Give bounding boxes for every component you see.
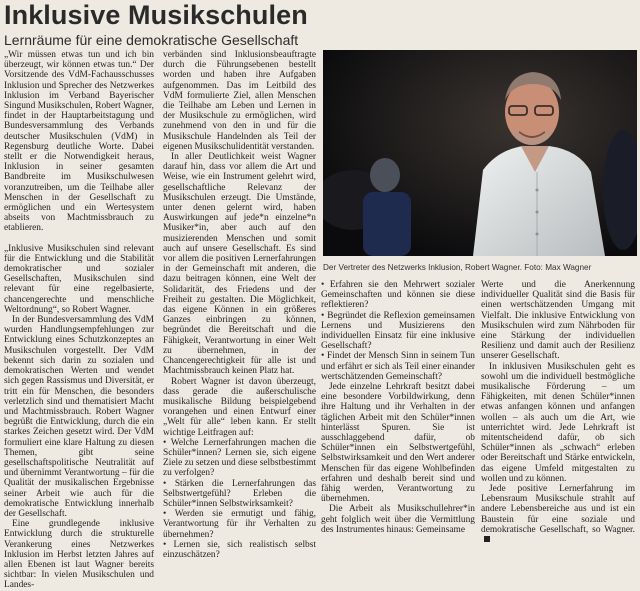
paragraph: In aller Deutlichkeit weist Wagner darauf hin, dass vor allem die Art und Weise, wie ein Instrument gelehrt wird, gesellschaftliche Relevanz der Musikschulen erzeugt. Die Umstände, unter denen gelernt wird, haben Auswirkungen auf jede*n einzelne*n Musiker*in, aber auch auf den musizierenden Menschen und somit auch auf unsere Gesellschaft. Es sind vor allem die positiven Lernerfahrungen in der Gemeinschaft mit anderen, die dazu beitragen können, eine Welt der Solidarität, des Friedens und der Freiheit zu gestalten. Die Möglichkeit, das eigene Können in ein größeres Ganzes einbringen zu können, begründet die Bereitschaft und die Fähigkeit, Verantwortung in einer Welt zu übernehmen, in der Chancengerechtigkeit für alle ist und Machtmissbrauch keinen Platz hat. <box>163 152 316 377</box>
article-end-mark-icon <box>484 536 490 542</box>
article-subheadline: Lernräume für eine demokratische Gesellschaft <box>4 32 299 48</box>
paragraph: „Wir müssen etwas tun und ich bin überzeugt, wir können etwas tun.“ Der Vorsitzende des VdM-Fachausschusses Inklusion und Sprecher des Netzwerkes Inklusion im Verband Bayerischer Singund Musikschulen, Robert Wagner, findet in der Hauptarbeitstagung und Bundesversammlung des Verbands deutscher Musikschulen (VdM) in Regensburg deutliche Worte. Dabei stellt er die Notwendigkeit heraus, Inklusion in seiner gesamten Bandbreite im Musikschulwesen voranzutreiben, um die Teilhabe aller Menschen in der Gesellschaft zu ermöglichen und ein Wertesystem abseits von Machtmissbrauch zu etablieren. <box>4 50 154 234</box>
photo-speaker-on-stage <box>323 50 637 256</box>
text-column-1 <box>4 50 154 591</box>
paragraph <box>481 484 635 545</box>
paragraph: In der Bundesversammlung des VdM wurden Handlungsempfehlungen zur Entwicklung eines Schutzkonzeptes an Musikschulen vorgestellt. Der VdM bekennt sich darin zu sozialen und demokratischen Werten und wendet sich gegen Rassismus und Diversität, er tritt ein für Menschen, die besonders verletzlich sind und thematisiert Macht und Machtmissbrauch. Robert Wagner begrüßt die Entwicklung, durch die ein starkes Zeichen gesetzt wird. Der VdM formuliert eine klare Haltung zu diesen Themen, gibt seine gesellschaftspolitische Neutralität auf und übernimmt Verantwortung – für die Qualität der musikalischen Ergebnisse seiner Arbeit wie auch für die demokratische Entwicklung innerhalb der Gesellschaft. <box>4 315 154 519</box>
article-headline: Inklusive Musikschulen <box>4 0 308 30</box>
bullet-item: • Findet der Mensch Sinn in seinem Tun und erfährt er sich als Teil einer einander wertschätzenden Gemeinschaft? <box>321 351 475 382</box>
paragraph: Eine grundlegende inklusive Entwicklung durch die strukturelle Verankerung eines Netzwerkes Inklusion im Herbst letzten Jahres auf allen Ebenen ist laut Wagner bereits sichtbar: In vielen Musikschulen und Landes- <box>4 519 154 591</box>
article-photo <box>323 50 637 256</box>
text-column-3 <box>321 280 475 535</box>
text-column-4 <box>481 280 635 545</box>
bullet-item: • Lernen sie, sich realistisch selbst einzuschätzen? <box>163 539 316 560</box>
photo-caption: Der Vertreter des Netzwerks Inklusion, Robert Wagner. Foto: Max Wagner <box>323 263 592 272</box>
bullet-item: • Erfahren sie den Mehrwert sozialer Gemeinschaften und können sie diese reflektieren? <box>321 280 475 311</box>
paragraph: „Inklusive Musikschulen sind relevant für die Entwicklung und die Stabilität demokratischer und sozialer Gesellschaften, Musikschulen sind relevant für eine regelbasierte, chancengerechte und menschliche Weltordnung“, so Robert Wagner. <box>4 243 154 315</box>
paragraph: In inklusiven Musikschulen geht es sowohl um die individuell bestmögliche musikalische Förderung – um Fähigkeiten, mit denen Schüler*innen etwas anfangen können und anfangen wollen – als auch um die Art, wie unterrichtet wird. Jede Lehrkraft ist mitentscheidend dafür, ob sich Schüler*innen als „schwach“ erleben oder Bereitschaft und Stärke entwickeln, das eigene Umfeld mitgestalten zu wollen und zu können. <box>481 361 635 484</box>
bullet-item: • Werden sie ermutigt und fähig, Verantwortung für ihr Verhalten zu übernehmen? <box>163 509 316 540</box>
closing-paragraph-text: Jede positive Lernerfahrung im Lebensraum Musikschule strahlt auf andere Lebensbereiche aus und ist ein Baustein für eine soziale und demokratische Gesellschaft, so Wagner. <box>481 484 635 535</box>
text-column-2 <box>163 50 316 560</box>
paragraph: verbänden sind Inklusionsbeauftragte durch die Führungsebenen bestellt worden und haben ihre Aufgaben aufgenommen. Das im Leitbild des VdM formulierte Ziel, allen Menschen die Teilhabe am Leben und Lernen in der Musikschule zu ermöglichen, wird zunehmend von den in und für die Musikschule Handelnden als Teil der eigenen Musikschulidentität verstanden. <box>163 50 316 152</box>
paragraph: Jede einzelne Lehrkraft besitzt dabei eine besondere Vorbildwirkung, denn ihre Haltung und ihr Verhalten in der täglichen Arbeit mit den Schüler*innen hinterlässt Spuren. Sie ist ausschlaggebend dafür, ob Schüler*innen ein Selbstwertgefühl, Selbstwirksamkeit und den Wert anderer Menschen für das eigene Wohlbefinden erfahren und deshalb bereit sind und fähig werden, Verantwortung zu übernehmen. <box>321 382 475 505</box>
bullet-item: • Begründet die Reflexion gemeinsamen Lernens und Musizierens den individuellen Einsatz für eine inklusive Gesellschaft? <box>321 310 475 352</box>
bullet-item: • Welche Lernerfahrungen machen die Schüler*innen? Lernen sie, sich eigene Ziele zu setzen und diese selbstbestimmt zu verfolgen? <box>163 437 316 479</box>
paragraph: Werte und die Anerkennung individueller Qualität sind die Basis für einen wertschätzenden Umgang mit Vielfalt. Die inklusive Entwicklung von Musikschulen wird zum Nährboden für eine Stärkung der individuellen Resilienz und damit auch der Resilienz unserer Gesellschaft. <box>481 280 635 362</box>
paragraph: Robert Wagner ist davon überzeugt, dass gerade die außerschulische musikalische Bildung beispielgebend vorangehen und einen Entwurf einer „Welt für alle“ leben kann. Er stellt wichtige Leitfragen auf: <box>163 376 316 438</box>
paragraph: Die Arbeit als Musikschullehrer*in geht folglich weit über die Vermittlung des Instrumentes hinaus: Gemeinsame <box>321 504 475 535</box>
bullet-item: • Stärken die Lernerfahrungen das Selbstwertgefühl? Erleben die Schüler*innen Selbstwirksamkeit? <box>163 478 316 509</box>
